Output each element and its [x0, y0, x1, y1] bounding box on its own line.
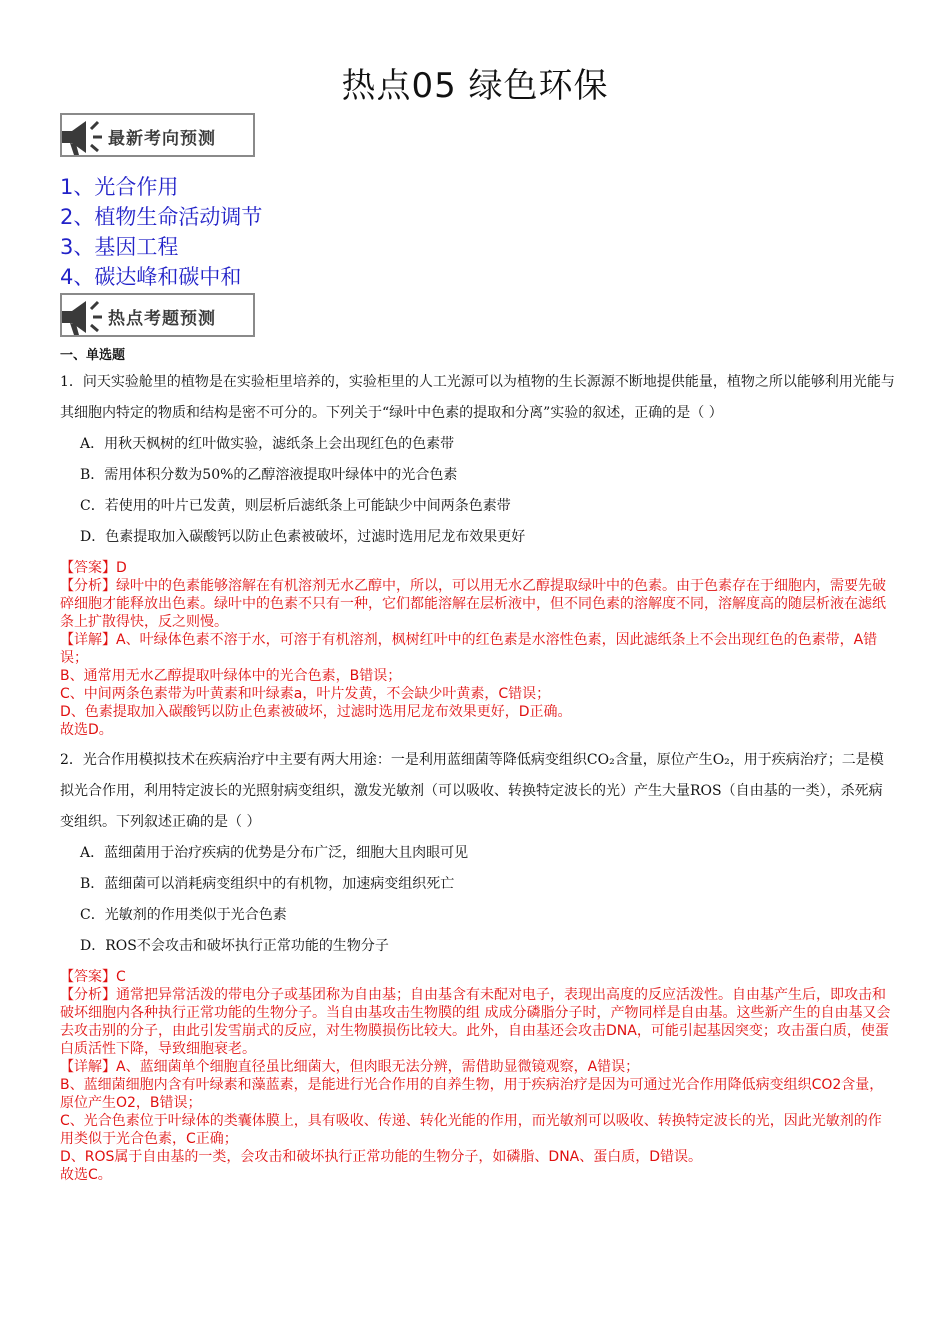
question-1-option-d: D．色素提取加入碳酸钙以防止色素被破坏，过滤时选用尼龙布效果更好: [80, 529, 526, 545]
question-2-conclusion: 故选C。: [60, 1167, 112, 1183]
question-2-option-a: A．蓝细菌用于治疗疾病的优势是分布广泛，细胞大且肉眼可见: [80, 845, 469, 861]
question-2-stem: 2．光合作用模拟技术在疾病治疗中主要有两大用途：一是利用蓝细菌等降低病变组织CO₂含量，原位产生O₂，用于疾病治疗；二是模拟光合作用，利用特定波长的光照射病变组织，激发光敏剂（可以吸收、转换特定波长的光）产生大量ROS（自由基的一类），杀死病变组织。下列叙述正确的是（ ）: [60, 752, 884, 830]
banner-label: 最新考向预测: [108, 129, 216, 149]
question-1-detail: C、中间两条色素带为叶黄素和叶绿素a，叶片发黄，不会缺少叶黄素，C错误；: [60, 686, 551, 702]
question-1-detail: B、通常用无水乙醇提取叶绿体中的光合色素，B错误；: [60, 668, 402, 684]
question-2-detail: C、光合色素位于叶绿体的类囊体膜上，具有吸收、传递、转化光能的作用，而光敏剂可以吸收、转换特定波长的光，因此光敏剂的作用类似于光合色素，C正确；: [60, 1113, 882, 1147]
question-1-answer: 【答案】D: [60, 560, 127, 576]
topic-item: 4、碳达峰和碳中和: [60, 265, 242, 289]
question-2-detail: B、蓝细菌细胞内含有叶绿素和藻蓝素，是能进行光合作用的自养生物，用于疾病治疗是因为可通过光合作用降低病变组织CO2含量，原位产生O2，B错误；: [60, 1077, 884, 1111]
megaphone-icon: [58, 297, 104, 337]
question-2-option-d: D．ROS不会攻击和破坏执行正常功能的生物分子: [80, 938, 389, 954]
question-2-option-c: C．光敏剂的作用类似于光合色素: [80, 907, 287, 923]
question-2-analysis: 【分析】通常把异常活泼的带电分子或基团称为自由基；自由基含有未配对电子，表现出高度的反应活泼性。自由基产生后，即攻击和破坏细胞内各种执行正常功能的生物分子。当自由基攻击生物膜的组 成成分磷脂分子时，产物同样是自由基。这些新产生的自由基又会去攻击别的分子，由此引发雪崩式的反应，对生物膜损伤比较大。此外，自由基还会攻击DNA，可能引起基因突变；攻击蛋白质，使蛋白质活性下降，导致细胞衰老。: [60, 987, 891, 1057]
topic-list: [60, 172, 262, 292]
question-2-detail: 【详解】A、蓝细菌单个细胞直径虽比细菌大，但肉眼无法分辨，需借助显微镜观察，A错误；: [60, 1059, 640, 1075]
megaphone-icon: [58, 117, 104, 157]
section-title: 一、单选题: [60, 348, 126, 363]
question-1-detail: D、色素提取加入碳酸钙以防止色素被破坏，过滤时选用尼龙布效果更好，D正确。: [60, 704, 572, 720]
topic-item: 1、光合作用: [60, 175, 179, 199]
latest-trends-banner: [60, 113, 255, 157]
page-title: 热点05 绿色环保: [341, 66, 609, 106]
question-1-conclusion: 故选D。: [60, 722, 113, 738]
question-1-option-a: A．用秋天枫树的红叶做实验，滤纸条上会出现红色的色素带: [80, 436, 455, 452]
topic-item: 2、植物生命活动调节: [60, 205, 263, 229]
question-2-detail: D、ROS属于自由基的一类，会攻击和破坏执行正常功能的生物分子，如磷脂、DNA、蛋白质，D错误。: [60, 1149, 703, 1165]
question-1-option-b: B．需用体积分数为50%的乙醇溶液提取叶绿体中的光合色素: [80, 467, 458, 483]
question-content: [60, 344, 895, 1184]
question-1-analysis: 【分析】绿叶中的色素能够溶解在有机溶剂无水乙醇中，所以，可以用无水乙醇提取绿叶中的色素。由于色素存在于细胞内，需要先破碎细胞才能释放出色素。绿叶中的色素不只有一种，它们都能溶解在层析液中，但不同色素的溶解度不同，溶解度高的随层析液在滤纸条上扩散得快，反之则慢。: [60, 578, 886, 630]
hot-questions-banner: [60, 293, 255, 337]
topic-item: 3、基因工程: [60, 235, 179, 259]
question-1-detail: 【详解】A、叶绿体色素不溶于水，可溶于有机溶剂，枫树红叶中的红色素是水溶性色素，因此滤纸条上不会出现红色的色素带，A错误；: [60, 632, 878, 666]
question-1-option-c: C．若使用的叶片已发黄，则层析后滤纸条上可能缺少中间两条色素带: [80, 498, 511, 514]
question-2-option-b: B．蓝细菌可以消耗病变组织中的有机物，加速病变组织死亡: [80, 876, 455, 892]
question-1-stem: 1．问天实验舱里的植物是在实验柜里培养的，实验柜里的人工光源可以为植物的生长源源不断地提供能量，植物之所以能够利用光能与其细胞内特定的物质和结构是密不可分的。下列关于“绿叶中色素的提取和分离”实验的叙述，正确的是（ ）: [60, 374, 895, 421]
question-2-answer: 【答案】C: [60, 969, 126, 985]
banner-label: 热点考题预测: [108, 309, 216, 329]
